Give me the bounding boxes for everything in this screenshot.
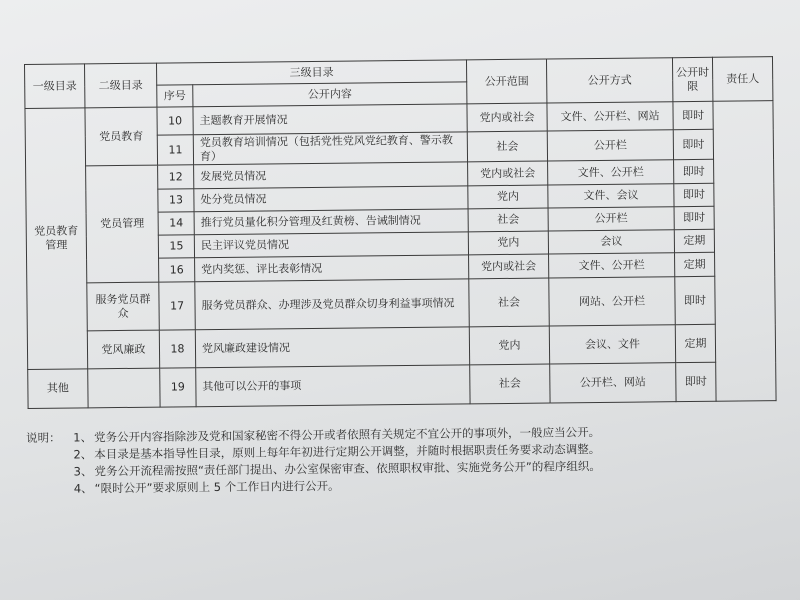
subgroup-party-integrity: 党风廉政 (87, 330, 159, 369)
row-number: 13 (158, 189, 194, 212)
group-party-member-education-management: 党员教育管理 (25, 108, 88, 370)
row-content: 党内奖惩、评比表彰情况 (195, 255, 469, 282)
table-row (27, 276, 775, 332)
row-number: 12 (158, 165, 194, 189)
row-scope: 社会 (467, 131, 547, 162)
subgroup-empty (88, 368, 160, 408)
row-period: 即时 (674, 183, 714, 206)
row-method: 文件、会议 (548, 184, 674, 208)
row-period: 定期 (675, 324, 715, 362)
row-scope: 社会 (470, 364, 550, 404)
row-content: 党风廉政建设情况 (195, 327, 469, 368)
note-number: 3、 (73, 464, 93, 479)
row-period: 即时 (673, 101, 713, 129)
row-scope: 社会 (469, 278, 549, 327)
note-text: 党务公开流程需按照“责任部门提出、办公室保密审查、依照职权审批、实施党务公开”的程序组织。 (94, 458, 601, 479)
header-period: 公开时限 (672, 57, 712, 101)
row-method: 文件、公开栏 (549, 253, 675, 278)
row-content: 党员教育培训情况（包括党性党风党纪教育、警示教育） (193, 132, 467, 165)
note-number: 2、 (73, 447, 93, 462)
row-method: 文件、公开栏、网站 (547, 102, 673, 131)
party-affairs-catalog-table (24, 56, 777, 409)
row-scope: 党内或社会 (469, 254, 549, 279)
row-number: 17 (159, 282, 196, 330)
header-level3: 三级目录 (156, 60, 466, 85)
row-period: 即时 (675, 276, 716, 324)
row-period: 即时 (673, 129, 713, 159)
row-number: 14 (158, 212, 194, 235)
header-level2: 二级目录 (85, 63, 157, 108)
row-period: 即时 (674, 206, 714, 229)
note-text: “限时公开”要求原则上 5 个工作日内进行公开。 (94, 478, 340, 496)
row-number: 18 (159, 330, 195, 368)
note-text: 本目录是基本指导性目录，原则上每年年初进行定期公开调整，并随时根据职责任务要求动态调整。 (94, 441, 601, 462)
owner-column (713, 101, 776, 402)
row-scope: 党内 (468, 231, 548, 255)
subgroup-party-member-management: 党员管理 (86, 165, 159, 283)
row-content: 主题教育开展情况 (193, 104, 467, 135)
notes-lead: 说明： (26, 430, 61, 445)
row-number: 19 (160, 368, 196, 407)
row-method: 公开栏 (547, 130, 673, 161)
row-method: 网站、公开栏 (549, 277, 675, 326)
row-scope: 党内 (469, 326, 549, 365)
row-number: 15 (158, 235, 194, 258)
row-method: 会议、文件 (549, 325, 675, 364)
header-seq: 序号 (157, 85, 193, 107)
row-content: 服务党员群众、办理涉及党员群众切身利益事项情况 (195, 279, 469, 330)
row-scope: 党内或社会 (467, 103, 547, 132)
row-scope: 党内 (468, 185, 548, 209)
row-content: 推行党员量化积分管理及红黄榜、告诫制情况 (194, 209, 468, 235)
row-content: 其他可以公开的事项 (196, 365, 470, 407)
row-number: 16 (159, 258, 195, 282)
header-level1: 一级目录 (25, 64, 85, 109)
row-period: 定期 (675, 252, 715, 276)
row-number: 11 (157, 135, 193, 165)
row-content: 民主评议党员情况 (194, 232, 468, 258)
header-method: 公开方式 (546, 58, 672, 103)
row-scope: 社会 (468, 208, 548, 232)
row-period: 即时 (674, 159, 714, 183)
row-number: 10 (157, 107, 193, 135)
note-number: 1、 (73, 430, 93, 445)
row-method: 文件、公开栏 (548, 160, 674, 185)
subgroup-serve-party-members-masses: 服务党员群众 (87, 282, 159, 331)
row-method: 公开栏 (548, 207, 674, 231)
row-period: 即时 (676, 362, 716, 401)
note-text: 党务公开内容指除涉及党和国家秘密不得公开或者依照有关规定不宜公开的事项外，一般应当公开。 (94, 424, 601, 445)
table-row (28, 362, 776, 409)
row-method: 会议 (548, 230, 674, 254)
row-scope: 党内或社会 (468, 161, 548, 186)
row-content: 处分党员情况 (194, 186, 468, 212)
header-owner: 责任人 (712, 57, 772, 102)
row-content: 发展党员情况 (194, 162, 468, 189)
header-content: 公开内容 (193, 82, 467, 107)
note-number: 4、 (73, 481, 93, 496)
row-method: 公开栏、网站 (550, 363, 676, 403)
header-scope: 公开范围 (466, 59, 546, 104)
subgroup-party-member-education: 党员教育 (85, 107, 158, 166)
group-other: 其他 (28, 369, 88, 409)
notes-section (26, 422, 767, 498)
row-period: 定期 (674, 229, 714, 252)
